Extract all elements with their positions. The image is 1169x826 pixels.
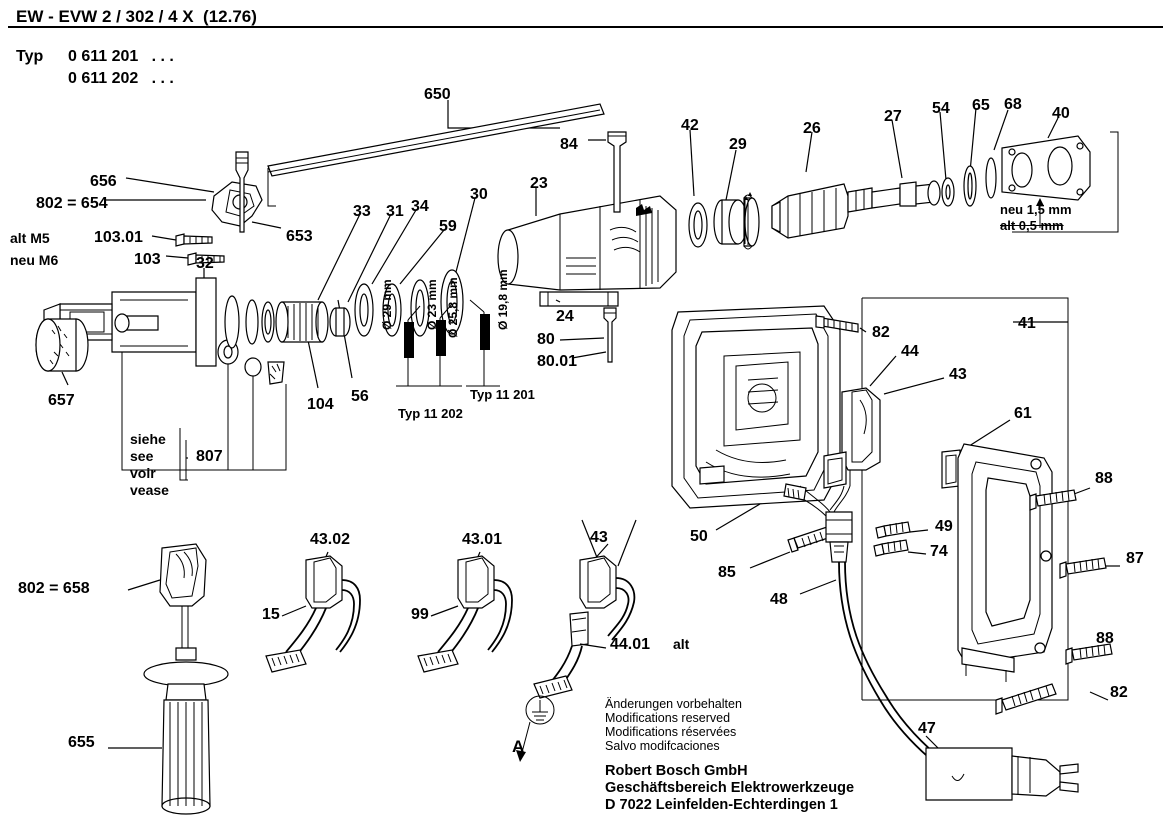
callout-44-01-alt: alt — [673, 636, 690, 652]
callout-24: 24 — [556, 308, 574, 325]
callout-27: 27 — [884, 108, 902, 125]
callout-65: 65 — [972, 97, 990, 114]
callout-23: 23 — [530, 175, 548, 192]
callout-49: 49 — [935, 518, 953, 535]
note-alt-m5: alt M5 — [10, 230, 50, 246]
note-alt-0-5mm: alt 0,5 mm — [1000, 218, 1064, 233]
callout-56: 56 — [351, 388, 369, 405]
callout-74: 74 — [930, 543, 948, 560]
callout-50: 50 — [690, 528, 708, 545]
company-line-3: D 7022 Leinfelden-Echterdingen 1 — [605, 797, 838, 813]
callout-41: 41 — [1018, 315, 1036, 332]
callout-802-654: 802 = 654 — [36, 195, 108, 212]
note-letter-a: A — [512, 737, 525, 756]
callout-656: 656 — [90, 173, 117, 190]
callout-653: 653 — [286, 228, 313, 245]
note-typ-11-201: Typ 11 201 — [470, 387, 535, 402]
callout-104: 104 — [307, 396, 334, 413]
callout-48: 48 — [770, 591, 788, 608]
callout-85: 85 — [718, 564, 736, 581]
callout-40: 40 — [1052, 105, 1070, 122]
note-typ-11-202: Typ 11 202 — [398, 406, 463, 421]
callout-44-01: 44.01 — [610, 636, 651, 653]
callout-42: 42 — [681, 117, 699, 134]
callout-59: 59 — [439, 218, 457, 235]
callout-43: 43 — [949, 366, 967, 383]
note-voir: voir — [130, 465, 156, 481]
callout-80: 80 — [537, 331, 555, 348]
callout-80-01: 80.01 — [537, 353, 578, 370]
callout-32: 32 — [196, 255, 214, 272]
callout-29: 29 — [729, 136, 747, 153]
dim-29mm: Ø 29 mm — [380, 279, 394, 330]
note-see: see — [130, 448, 154, 464]
legal-line-1: Änderungen vorbehalten — [605, 697, 742, 711]
callout-44: 44 — [901, 343, 919, 360]
callout-84: 84 — [560, 136, 578, 153]
callout-103-01: 103.01 — [94, 229, 143, 246]
dim-19-8mm: Ø 19,8 mm — [496, 269, 510, 330]
callout-82-bottom: 82 — [1110, 684, 1128, 701]
callout-82: 82 — [872, 324, 890, 341]
callout-103: 103 — [134, 251, 161, 268]
callout-15: 15 — [262, 606, 280, 623]
note-vease: vease — [130, 482, 169, 498]
legal-line-2: Modifications reserved — [605, 711, 731, 725]
callout-657: 657 — [48, 392, 75, 409]
note-siehe: siehe — [130, 431, 166, 447]
callout-99: 99 — [411, 606, 429, 623]
callout-43-02: 43.02 — [310, 531, 351, 548]
callout-650: 650 — [424, 86, 451, 103]
typ-line-1: 0 611 201 . . . — [68, 48, 174, 65]
typ-line-2: 0 611 202 . . . — [68, 70, 174, 87]
note-neu-m6: neu M6 — [10, 252, 59, 268]
company-line-1: Robert Bosch GmbH — [605, 763, 748, 779]
note-neu-1-5mm: neu 1,5 mm — [1000, 202, 1072, 217]
callout-43-variant: 43 — [590, 529, 608, 546]
callout-68: 68 — [1004, 96, 1022, 113]
callout-30: 30 — [470, 186, 488, 203]
callout-61: 61 — [1014, 405, 1032, 422]
legal-line-3: Modifications réservées — [605, 725, 737, 739]
callout-54: 54 — [932, 100, 950, 117]
legal-line-4: Salvo modifcaciones — [605, 739, 720, 753]
callout-655: 655 — [68, 734, 95, 751]
company-line-2: Geschäftsbereich Elektrowerkzeuge — [605, 780, 855, 796]
callout-88-top: 88 — [1095, 470, 1113, 487]
typ-label: Typ — [16, 48, 44, 65]
callout-87: 87 — [1126, 550, 1144, 567]
callout-88-bottom: 88 — [1096, 630, 1114, 647]
callout-33: 33 — [353, 203, 371, 220]
callout-31: 31 — [386, 203, 404, 220]
dim-23mm: Ø 23 mm — [425, 279, 439, 330]
callout-26: 26 — [803, 120, 821, 137]
callout-43-01: 43.01 — [462, 531, 503, 548]
callout-34: 34 — [411, 198, 429, 215]
callout-47: 47 — [918, 720, 936, 737]
page-title: EW - EVW 2 / 302 / 4 X (12.76) — [16, 7, 257, 26]
callout-807: 807 — [196, 448, 223, 465]
dim-25-8mm: Ø 25,8 mm — [446, 277, 460, 338]
callout-802-658: 802 = 658 — [18, 580, 90, 597]
